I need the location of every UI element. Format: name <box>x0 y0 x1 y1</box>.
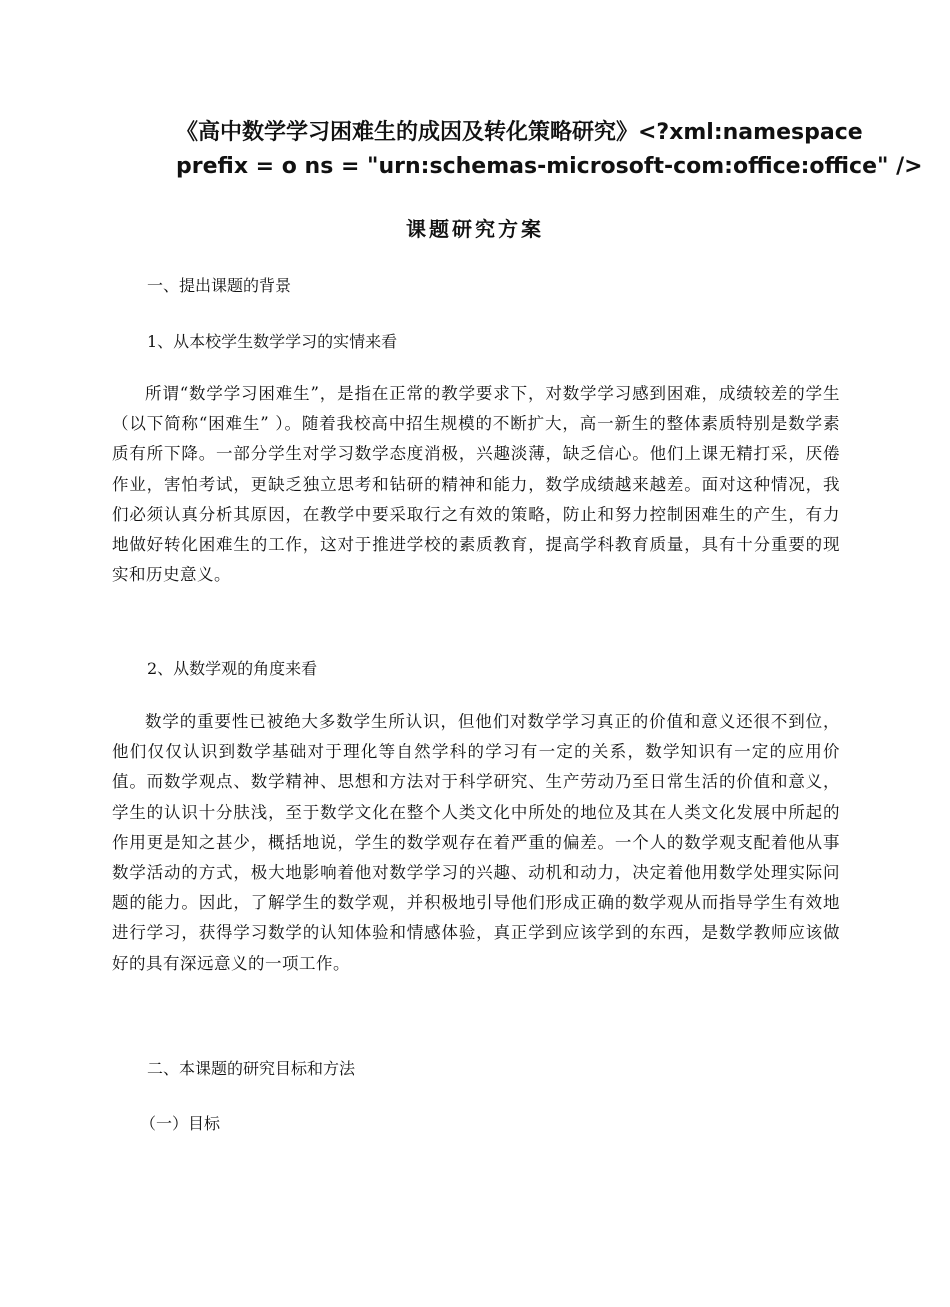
paragraph-math-view: 数学的重要性已被绝大多数学生所认识，但他们对数学学习真正的价值和意义还很不到位，他们仅仅认识到数学基础对于理化等自然学科的学习有一定的关系，数学知识有一定的应用价值。而数学观点、数学精神、思想和方法对于科学研究、生产劳动乃至日常生活的价值和意义，学生的认识十分肤浅，至于数学文化在整个人类文化中所处的地位及其在人类文化发展中所起的作用更是知之甚少，概括地说，学生的数学观存在着严重的偏差。一个人的数学观支配着他从事数学活动的方式，极大地影响着他对数学学习的兴趣、动机和动力，决定着他用数学处理实际问题的能力。因此，了解学生的数学观，并积极地引导他们形成正确的数学观从而指导学生有效地进行学习，获得学习数学的认知体验和情感体验，真正学到应该学到的东西，是数学教师应该做好的具有深远意义的一项工作。 <box>112 712 840 973</box>
subsection-heading-math-view: 2、从数学观的角度来看 <box>147 659 318 678</box>
document-subtitle: 课题研究方案 <box>406 217 544 241</box>
subsection-heading-school-situation: 1、从本校学生数学学习的实情来看 <box>147 332 398 351</box>
subsection-heading-goals: （一）目标 <box>140 1114 221 1133</box>
document-title <box>176 116 923 184</box>
title-line-1: 《高中数学学习困难生的成因及转化策略研究》<?xml:namespace <box>176 120 863 145</box>
title-line-2: prefix = o ns = "urn:schemas-microsoft-com:office:office" /> <box>176 154 923 179</box>
section-heading-goals-methods: 二、本课题的研究目标和方法 <box>147 1059 356 1078</box>
paragraph-school-situation: 所谓“数学学习困难生”，是指在正常的教学要求下，对数学学习感到困难，成绩较差的学生（以下简称“困难生” ）。随着我校高中招生规模的不断扩大，高一新生的整体素质特别是数学素质有所下降。一部分学生对学习数学态度消极，兴趣淡薄，缺乏信心。他们上课无精打采，厌倦作业，害怕考试，更缺乏独立思考和钻研的精神和能力，数学成绩越来越差。面对这种情况，我们必须认真分析其原因，在教学中要采取行之有效的策略，防止和努力控制困难生的产生，有力地做好转化困难生的工作，这对于推进学校的素质教育，提高学科教育质量，具有十分重要的现实和历史意义。 <box>112 384 840 585</box>
section-heading-background: 一、提出课题的背景 <box>147 276 292 295</box>
